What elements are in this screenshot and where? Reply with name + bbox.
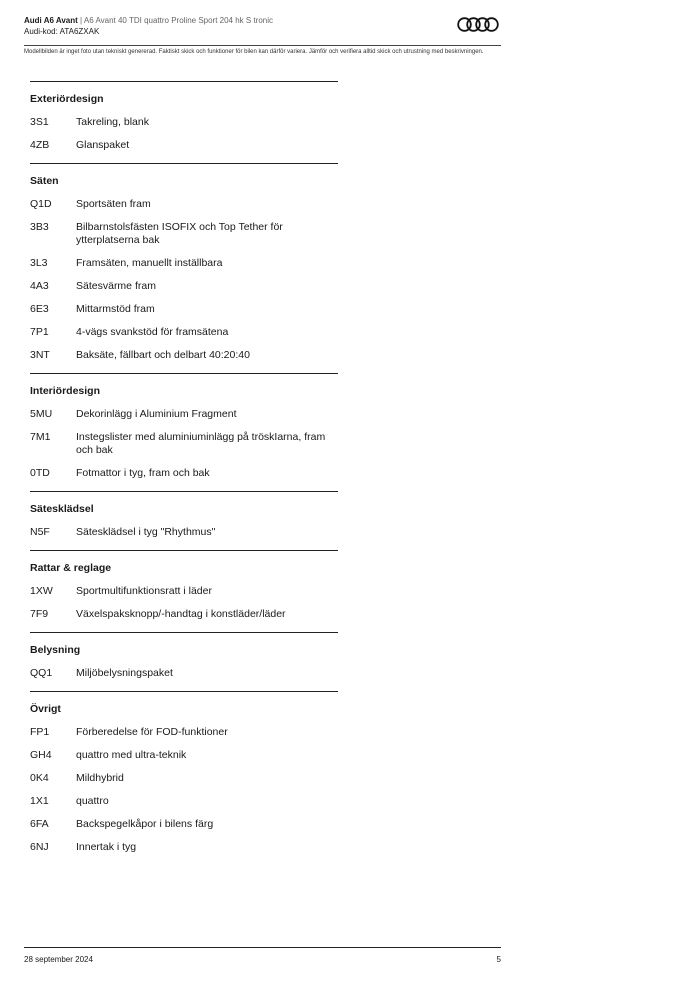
option-code: FP1 — [30, 726, 50, 738]
option-code: 3L3 — [30, 257, 48, 269]
equipment-row — [30, 521, 338, 544]
option-label: Backspegelkåpor i bilens färg — [76, 818, 214, 830]
equipment-row — [30, 134, 338, 157]
option-label: Växelspaksknopp/-handtag i konstläder/läder — [76, 608, 286, 620]
equipment-section — [30, 691, 338, 865]
section-title: Interiördesign — [30, 385, 101, 397]
option-label: Glanspaket — [76, 139, 130, 151]
header-divider — [24, 45, 501, 46]
option-label: Miljöbelysningspaket — [76, 667, 173, 679]
option-label: Mittarmstöd fram — [76, 303, 155, 315]
option-code: GH4 — [30, 749, 52, 761]
option-code: 6NJ — [30, 841, 49, 853]
equipment-row — [30, 216, 338, 252]
option-label: Takreling, blank — [76, 116, 149, 128]
option-label: quattro med ultra-teknik — [76, 749, 187, 761]
equipment-list — [30, 81, 338, 865]
equipment-row — [30, 790, 338, 813]
option-label: Instegslister med aluminiuminlägg på tröskIarna, fram och bak — [76, 431, 326, 456]
footer-date: 28 september 2024 — [24, 955, 93, 964]
option-code: Q1D — [30, 198, 52, 210]
page-header — [24, 15, 501, 37]
section-title: Exteriördesign — [30, 93, 104, 105]
equipment-row — [30, 813, 338, 836]
model-name: Audi A6 Avant — [24, 16, 78, 25]
option-label: quattro — [76, 795, 109, 807]
equipment-row — [30, 426, 338, 462]
equipment-row — [30, 111, 338, 134]
option-label: Baksäte, fällbart och delbart 40:20:40 — [76, 349, 250, 361]
equipment-row — [30, 321, 338, 344]
section-title: Sätesklädsel — [30, 503, 94, 515]
equipment-row — [30, 403, 338, 426]
option-code: 0TD — [30, 467, 50, 479]
option-code: 6FA — [30, 818, 49, 830]
section-title: Övrigt — [30, 703, 61, 715]
equipment-row — [30, 193, 338, 216]
equipment-row — [30, 767, 338, 790]
footer-divider — [24, 947, 501, 948]
option-code: QQ1 — [30, 667, 53, 679]
option-code: 7M1 — [30, 431, 51, 443]
equipment-row — [30, 298, 338, 321]
option-code: 3NT — [30, 349, 50, 361]
equipment-row — [30, 662, 338, 685]
option-label: Sportmultifunktionsratt i läder — [76, 585, 212, 597]
page-number: 5 — [496, 955, 501, 964]
option-code: 7F9 — [30, 608, 49, 620]
option-code: 3S1 — [30, 116, 49, 128]
equipment-section — [30, 81, 338, 163]
option-label: Sätesklädsel i tyg "Rhythmus" — [76, 526, 216, 538]
option-code: 3B3 — [30, 221, 49, 233]
equipment-row — [30, 603, 338, 626]
section-title: Belysning — [30, 644, 81, 656]
equipment-row — [30, 275, 338, 298]
equipment-row — [30, 580, 338, 603]
option-label: Fotmattor i tyg, fram och bak — [76, 467, 210, 479]
option-code: 6E3 — [30, 303, 49, 315]
option-label: 4-vägs svankstöd för framsätena — [76, 326, 229, 338]
equipment-row — [30, 462, 338, 485]
disclaimer-text: Modellbilden är inget foto utan tekniskt genererad. Faktiskt skick och funktioner för bilen kan därför variera. Jämför och verifiera alltid skick och utrustning med beskrivningen. — [24, 49, 484, 55]
equipment-section — [30, 163, 338, 373]
option-label: Framsäten, manuellt inställbara — [76, 257, 223, 269]
model-description: A6 Avant 40 TDI quattro Proline Sport 204 hk S tronic — [83, 16, 274, 25]
equipment-row — [30, 836, 338, 859]
header-separator: | — [80, 16, 83, 25]
audi-rings-logo-icon — [457, 17, 501, 32]
option-code: 5MU — [30, 408, 53, 420]
option-code: 1X1 — [30, 795, 49, 807]
option-code: 0K4 — [30, 772, 49, 784]
equipment-section — [30, 491, 338, 550]
equipment-row — [30, 721, 338, 744]
equipment-section — [30, 373, 338, 491]
option-label: Sportsäten fram — [76, 198, 151, 210]
section-title: Säten — [30, 175, 59, 187]
section-title: Rattar & reglage — [30, 562, 112, 574]
header-title-line — [24, 15, 501, 26]
option-label: Innertak i tyg — [76, 841, 137, 853]
option-label: Bilbarnstolsfästen ISOFIX och Top Tether för ytterplatserna bak — [76, 221, 283, 246]
option-label: Mildhybrid — [76, 772, 124, 784]
option-label: Förberedelse för FOD-funktioner — [76, 726, 228, 738]
option-code: 1XW — [30, 585, 53, 597]
equipment-section — [30, 550, 338, 632]
option-label: Sätesvärme fram — [76, 280, 156, 292]
equipment-row — [30, 744, 338, 767]
option-code: 7P1 — [30, 326, 49, 338]
equipment-row — [30, 344, 338, 367]
option-label: Dekorinlägg i Aluminium Fragment — [76, 408, 237, 420]
option-code: N5F — [30, 526, 50, 538]
option-code: 4ZB — [30, 139, 50, 151]
equipment-section — [30, 632, 338, 691]
option-code: 4A3 — [30, 280, 49, 292]
equipment-row — [30, 252, 338, 275]
audi-code: Audi-kod: ATA6ZXAK — [24, 27, 100, 36]
